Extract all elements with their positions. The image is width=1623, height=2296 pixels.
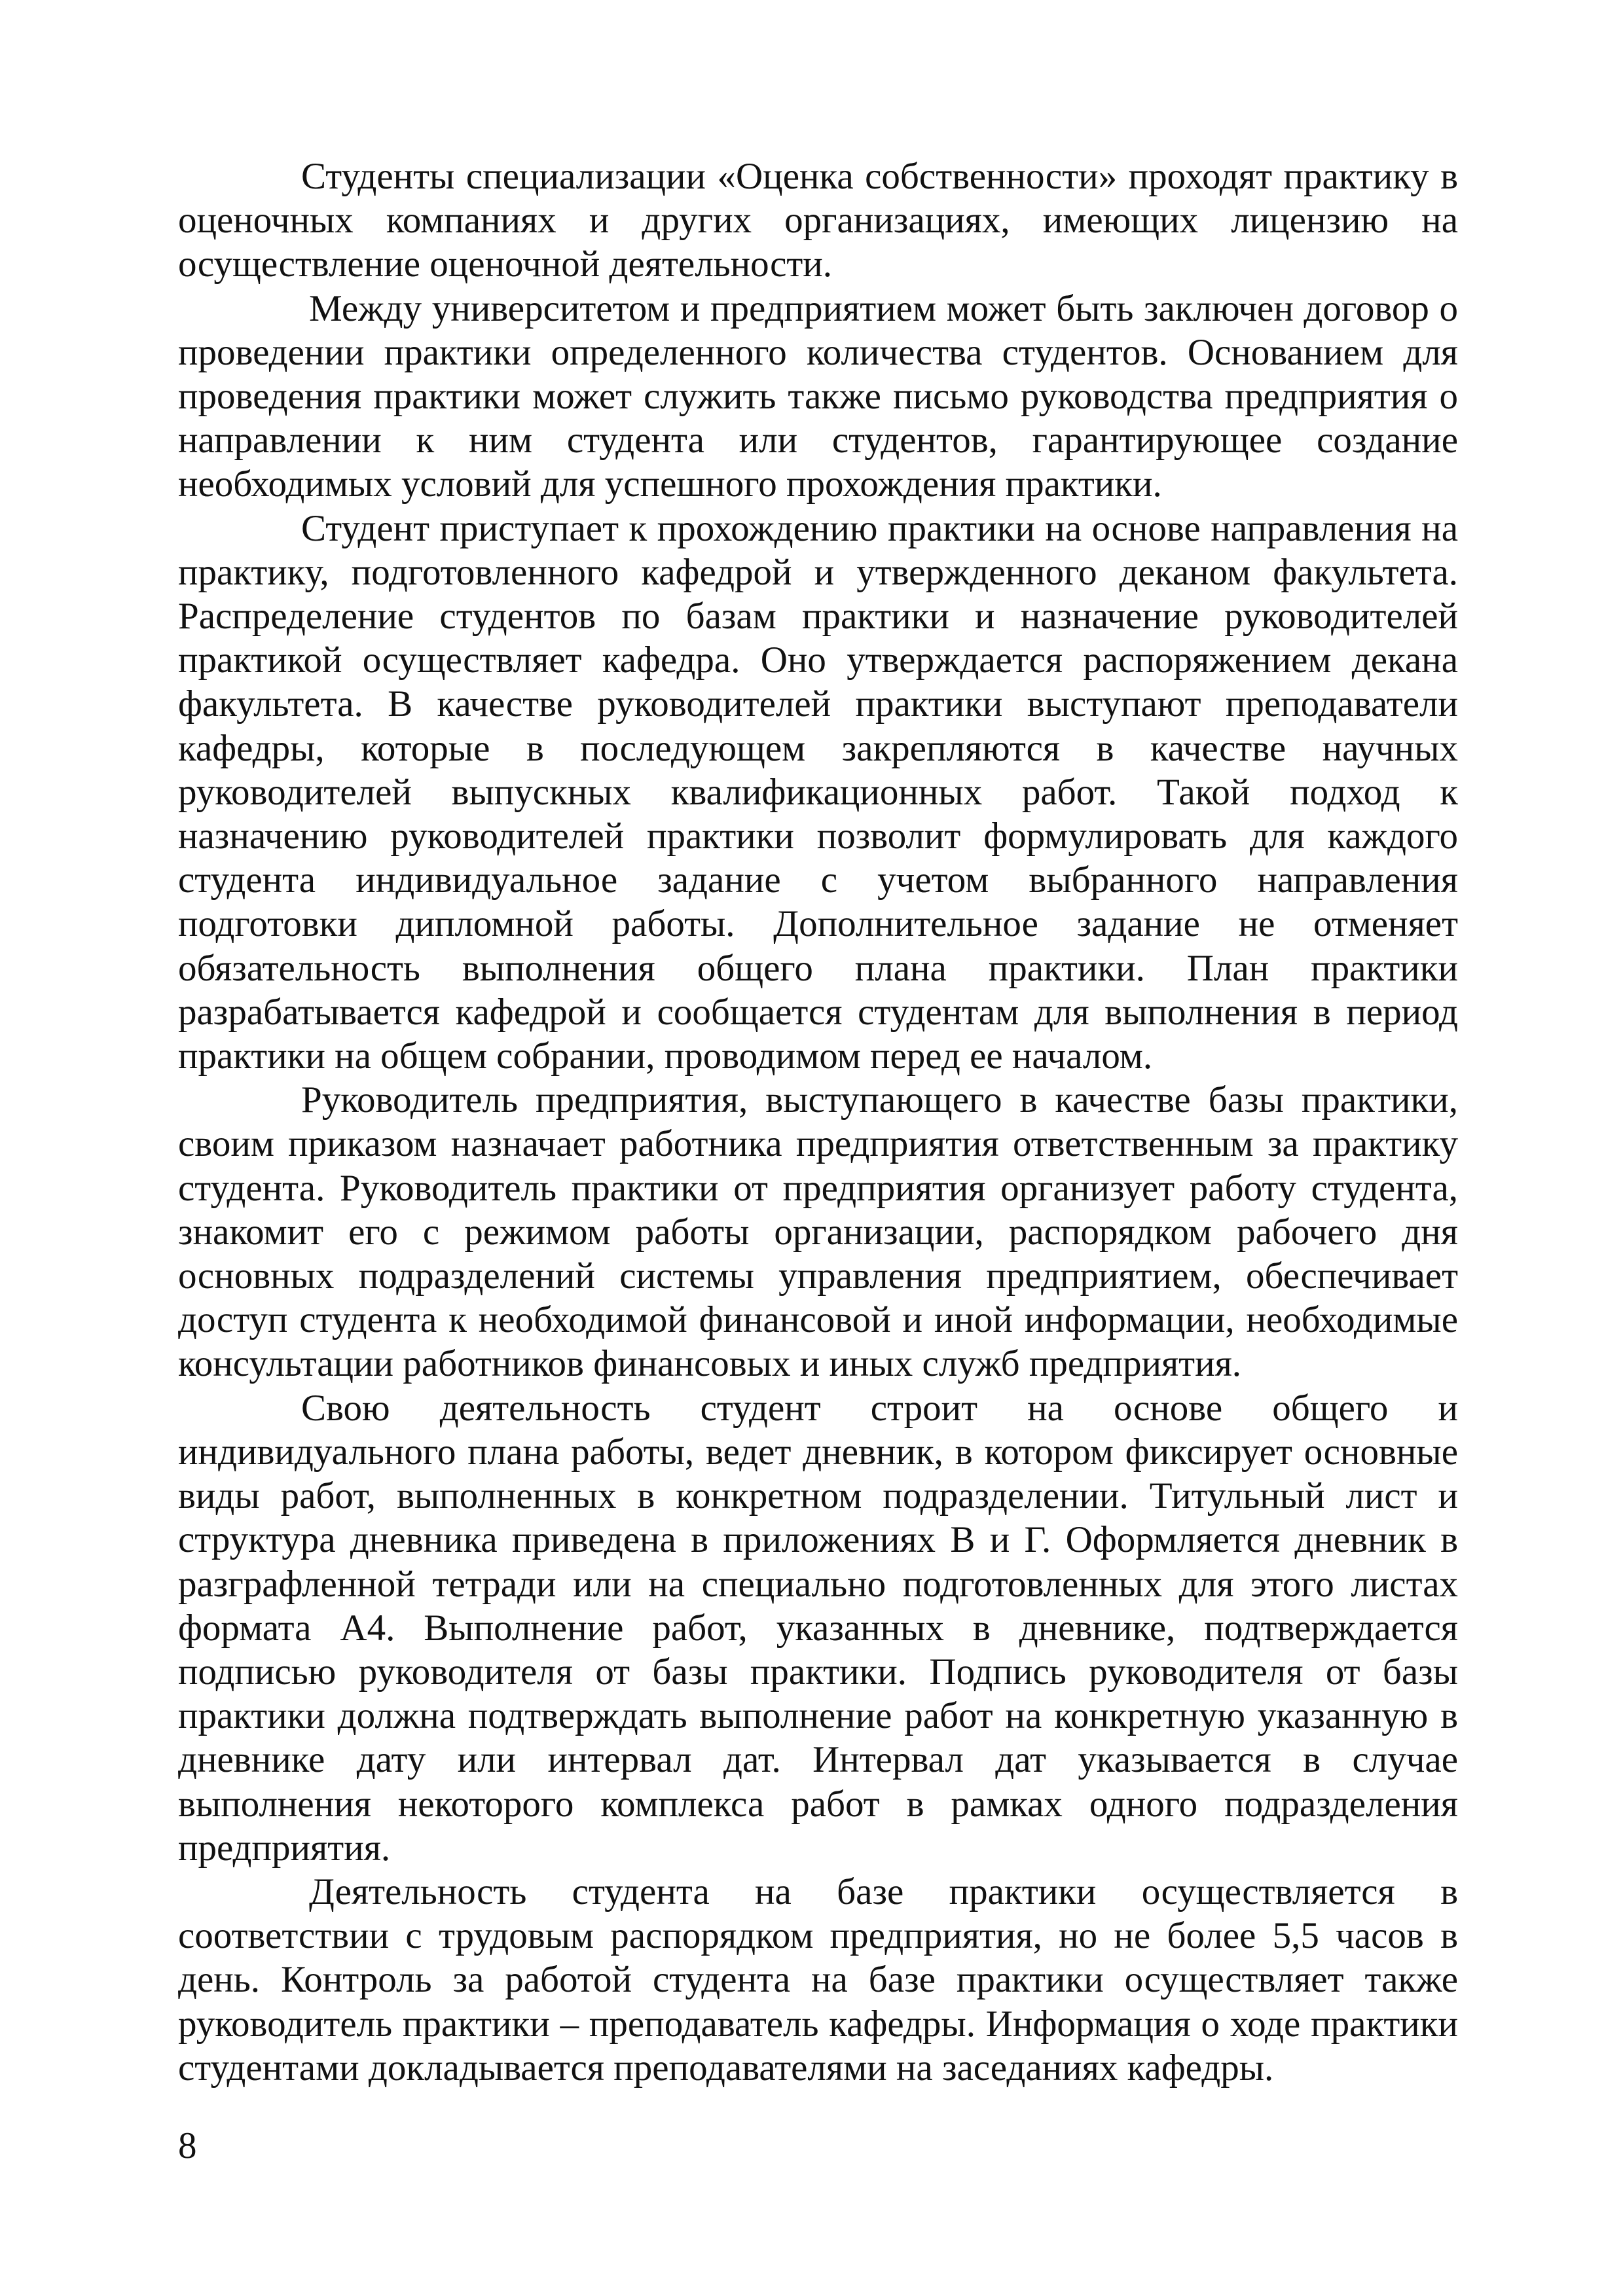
page-number: 8 [178,2125,197,2166]
body-text [178,154,1458,2090]
paragraph-diary: Свою деятельность студент строит на основе общего и индивидуального плана работы, ведет дневник, в котором фиксирует основные виды работ, выполненных в конкретном подразделении. Титульный лист и структура дневника приведена в приложениях В и Г. Оформляется дневник в разграфленной тетради или на специально подготовленных для этого листах формата А4. Выполнение работ, указанных в дневнике, подтверждается подписью руководителя от базы практики. Подпись руководителя от базы практики должна подтверждать выполнение работ на конкретную указанную в дневнике дату или интервал дат. Интервал дат указывается в случае выполнения некоторого комплекса работ в рамках одного подразделения предприятия. [178,1387,1458,1869]
paragraph-assignment: Студент приступает к прохождению практики на основе направления на практику, подготовленного кафедрой и утвержденного деканом факультета. Распределение студентов по базам практики и назначение руководителей практикой осуществляет кафедра. Оно утверждается распоряжением декана факультета. В качестве руководителей практики выступают преподаватели кафедры, которые в последующем закрепляются в качестве научных руководителей выпускных квалификационных работ. Такой подход к назначению руководителей практики позволит формулировать для каждого студента индивидуальное задание с учетом выбранного направления подготовки дипломной работы. Дополнительное задание не отменяет обязательность выполнения общего плана практики. План практики разрабатывается кафедрой и сообщается студентам для выполнения в период практики на общем собрании, проводимом перед ее началом. [178,507,1458,1077]
paragraph-specialization: Студенты специализации «Оценка собственности» проходят практику в оценочных компаниях и других организациях, имеющих лицензию на осуществление оценочной деятельности. [178,156,1458,285]
paragraph-work-schedule: Деятельность студента на базе практики осуществляется в соответствии с трудовым распорядком предприятия, но не более 5,5 часов в день. Контроль за работой студента на базе практики осуществляет также руководитель практики – преподаватель кафедры. Информация о ходе практики студентами докладывается преподавателями на заседаниях кафедры. [178,1871,1458,2089]
paragraph-enterprise-supervisor: Руководитель предприятия, выступающего в качестве базы практики, своим приказом назначает работника предприятия ответственным за практику студента. Руководитель практики от предприятия организует работу студента, знакомит его с режимом работы организации, распорядком рабочего дня основных подразделений системы управления предприятием, обеспечивает доступ студента к необходимой финансовой и иной информации, необходимые консультации работников финансовых и иных служб предприятия. [178,1079,1458,1385]
paragraph-agreement: Между университетом и предприятием может быть заключен договор о проведении практики определенного количества студентов. Основанием для проведения практики может служить также письмо руководства предприятия о направлении к ним студента или студентов, гарантирующее создание необходимых условий для успешного прохождения практики. [178,287,1458,505]
